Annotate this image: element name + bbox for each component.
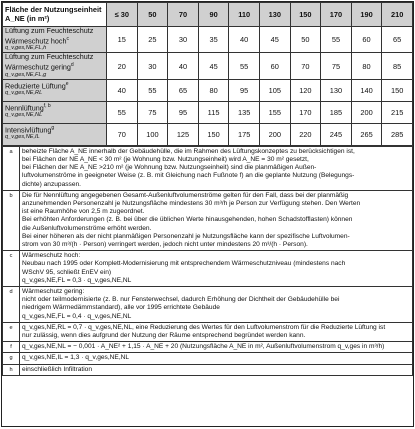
footnote-row [3, 146, 413, 190]
footnote-row [3, 322, 413, 341]
table-cell: 65 [382, 27, 413, 53]
table-cell: 50 [290, 27, 321, 53]
table-cell: 135 [229, 101, 260, 123]
table-cell: 105 [259, 79, 290, 101]
table-cell: 185 [321, 101, 352, 123]
footnote-key: h [3, 364, 20, 375]
table-cell: 130 [321, 79, 352, 101]
table-cell: 65 [168, 79, 199, 101]
table-cell: 85 [382, 53, 413, 79]
table-cell: 285 [382, 123, 413, 145]
table-cell: 75 [137, 101, 168, 123]
document-page [1, 1, 414, 427]
table-row [3, 79, 413, 101]
col-header: ≤ 30 [107, 3, 138, 27]
table-cell: 80 [351, 53, 382, 79]
table-cell: 150 [198, 123, 229, 145]
footnote-text: q_v,ges,NE,IL = 1,3 · q_v,ges,NE,NL [20, 353, 413, 364]
table-cell: 75 [321, 53, 352, 79]
footnote-text: Wärmeschutz hoch: Neubau nach 1995 oder Komplett-Modernisierung mit entsprechendem Wärmeschutzniveau (mindestens nach WSchV 95, schließt EnEV ein) q_v,ges,NE,FL = 0,3 · q_v,ges,NE,NL [20, 251, 413, 287]
footnote-key: b [3, 190, 20, 250]
footnote-row [3, 287, 413, 323]
col-header: 170 [321, 3, 352, 27]
table-row [3, 123, 413, 145]
table-cell: 55 [321, 27, 352, 53]
row-label: Lüftung zum Feuchteschutz Wärmeschutz gering$^d$ q_v,ges,NE,FL,g [3, 53, 107, 79]
header-label: Fläche der Nutzungseinheit A_NE (in m²) [3, 3, 107, 27]
col-header: 190 [351, 3, 382, 27]
table-cell: 155 [259, 101, 290, 123]
row-label: Reduzierte Lüftung$^e$ q_v,ges,NE,RL [3, 79, 107, 101]
table-cell: 20 [107, 53, 138, 79]
table-cell: 55 [137, 79, 168, 101]
table-row [3, 53, 413, 79]
col-header: 150 [290, 3, 321, 27]
table-cell: 15 [107, 27, 138, 53]
table-cell: 55 [229, 53, 260, 79]
table-cell: 150 [382, 79, 413, 101]
table-cell: 40 [107, 79, 138, 101]
table-cell: 95 [168, 101, 199, 123]
table-cell: 200 [351, 101, 382, 123]
col-header: 50 [137, 3, 168, 27]
col-header: 110 [229, 3, 260, 27]
row-label: Intensivlüftung$^g$ q_v,ges,NE,IL [3, 123, 107, 145]
table-cell: 60 [351, 27, 382, 53]
table-cell: 40 [229, 27, 260, 53]
table-cell: 220 [290, 123, 321, 145]
footnote-key: g [3, 353, 20, 364]
table-cell: 115 [198, 101, 229, 123]
table-cell: 100 [137, 123, 168, 145]
footnote-key: a [3, 146, 20, 190]
table-cell: 95 [229, 79, 260, 101]
footnotes [2, 146, 413, 376]
table-cell: 120 [290, 79, 321, 101]
table-cell: 45 [198, 53, 229, 79]
table-cell: 200 [259, 123, 290, 145]
footnote-row [3, 190, 413, 250]
table-cell: 55 [107, 101, 138, 123]
col-header: 70 [168, 3, 199, 27]
footnote-text: Wärmeschutz gering: nicht oder teilmodernisierte (z. B. nur Fensterwechsel, dadurch Erhöhung der Dichtheit der Gebäudehülle bei niedrigem Wärmedämmstandard), alle vor 1995 errichtete Gebäude q_v,ges,NE,FL = 0,4 · q_v,ges,NE,NL [20, 287, 413, 323]
table-cell: 215 [382, 101, 413, 123]
table-row [3, 27, 413, 53]
footnote-row [3, 364, 413, 375]
table-cell: 70 [107, 123, 138, 145]
table-cell: 25 [137, 27, 168, 53]
footnote-text: q_v,ges,NE,RL = 0,7 · q_v,ges,NE,NL, eine Reduzierung des Wertes für den Luftvolumenstrom für die Reduzierte Lüftung ist nur zulässig, wenn dies aufgrund der Nutzung der Räume entsprechend begründet werden kann. [20, 322, 413, 341]
footnote-text: einschließlich Infiltration [20, 364, 413, 375]
table-cell: 125 [168, 123, 199, 145]
table-cell: 60 [259, 53, 290, 79]
footnote-row [3, 353, 413, 364]
table-cell: 70 [290, 53, 321, 79]
col-header: 210 [382, 3, 413, 27]
footnote-text: beheizte Fläche A_NE innerhalb der Gebäudehülle, die im Rahmen des Lüftungskonzeptes zu berücksichtigen ist, bei Flächen der NE A_NE < 30 m² (je Wohnung bzw. Nutzungseinheit) wird A_NE = 30 m² gesetzt, bei Flächen der NE A_NE >210 m² (je Wohnung bzw. Nutzungseinheit) sind die planmäßigen Außen- luftvolumenströme in geeigneter Weise (z. B. mit Gleichung nach Fußnote f) an die geplante Nutzung (Belegungs- dichte) anzupassen. [20, 146, 413, 190]
footnote-key: e [3, 322, 20, 341]
table-cell: 175 [229, 123, 260, 145]
footnote-text: q_v,ges,NE,NL = − 0,001 · A_NE² + 1,15 · A_NE + 20 (Nutzungsfläche A_NE in m², Außenluftvolumenstrom q_v,ges in m³/h) [20, 342, 413, 353]
ventilation-table [2, 2, 413, 146]
footnote-key: f [3, 342, 20, 353]
footnote-key: c [3, 251, 20, 287]
table-cell: 40 [168, 53, 199, 79]
col-header: 130 [259, 3, 290, 27]
table-cell: 30 [137, 53, 168, 79]
footnote-text: Die für Nennlüftung angegebenen Gesamt-Außenluftvolumenströme gelten für den Fall, dass bei der planmäßig anzunehmenden Personenzahl je Nutzungsfläche mindestens 30 m³/h je Person zur Verfügung stehen. Den Werten ist eine Raumhöhe von 2,5 m zugeordnet. Bei erhöhten Anforderungen (z. B. bei über die üblichen Werte hinausgehenden, hohen Schadstofflasten) können die Außenluftvolumenströme erhöht werden. Bei einer höheren als der nicht planmäßigen Personenzahl je Nutzungsfläche kann der spezifische Luftvolumen- strom von 30 m³/(h · Person) verringert werden, jedoch nicht unter mindestens 20 m³/(h · Person). [20, 190, 413, 250]
table-cell: 140 [351, 79, 382, 101]
footnote-row [3, 342, 413, 353]
table-cell: 45 [259, 27, 290, 53]
table-cell: 170 [290, 101, 321, 123]
table-cell: 35 [198, 27, 229, 53]
table-row [3, 101, 413, 123]
footnote-row [3, 251, 413, 287]
table-cell: 265 [351, 123, 382, 145]
table-cell: 80 [198, 79, 229, 101]
table-cell: 245 [321, 123, 352, 145]
col-header: 90 [198, 3, 229, 27]
footnote-key: d [3, 287, 20, 323]
row-label: Nennlüftung$^{f, b}$ q_v,ges,NE,NL [3, 101, 107, 123]
row-label: Lüftung zum Feuchteschutz Wärmeschutz hoch$^c$ q_v,ges,NE,FL,h [3, 27, 107, 53]
table-cell: 30 [168, 27, 199, 53]
